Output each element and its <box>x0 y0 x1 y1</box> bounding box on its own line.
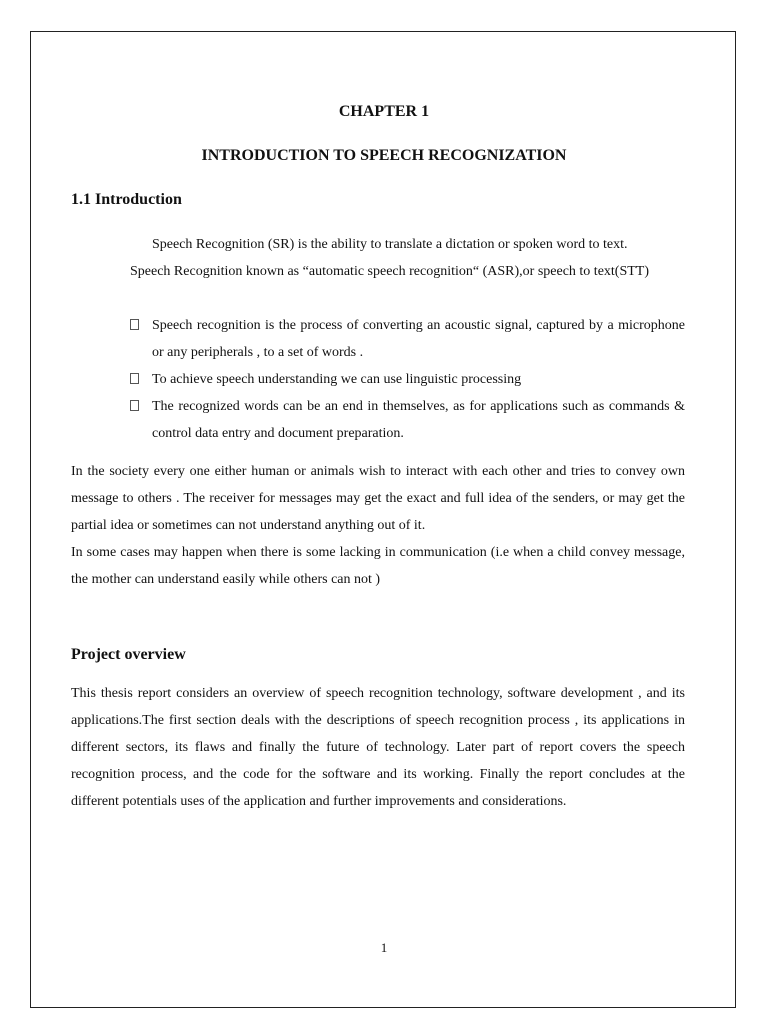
bullet-text: The recognized words can be an end in themselves, as for applications such as commands & control data entry and document preparation. <box>152 399 685 441</box>
bullet-box-icon <box>130 319 139 330</box>
intro-paragraph-1: Speech Recognition (SR) is the ability to translate a dictation or spoken word to text. <box>152 237 628 252</box>
overview-paragraph: This thesis report considers an overview of speech recognition technology, software development , and its applications.The first section deals with the descriptions of speech recognition process , its applications in different sectors, its flaws and finally the future of technology. Later part of report covers the speech recognition process, and the code for the software and its working. Finally the report concludes at the different potentials uses of the application and further improvements and considerations. <box>71 686 685 809</box>
list-item <box>130 312 685 366</box>
chapter-label: CHAPTER 1 <box>338 103 430 120</box>
bullet-text: Speech recognition is the process of converting an acoustic signal, captured by a microphone or any peripherals , to a set of words . <box>152 318 685 360</box>
bullet-text: To achieve speech understanding we can use linguistic processing <box>152 372 522 387</box>
section-heading-project-overview: Project overview <box>71 646 186 663</box>
intro-bullet-list <box>130 312 685 447</box>
section-heading-text: Introduction <box>95 191 182 208</box>
list-item <box>130 366 685 393</box>
intro-paragraph-2: Speech Recognition known as “automatic speech recognition“ (ASR),or speech to text(STT) <box>130 264 650 279</box>
section-number: 1.1 <box>71 191 91 208</box>
page-number: 1 <box>380 940 388 955</box>
society-paragraph-1: In the society every one either human or animals wish to interact with each other and tries to convey own message to others . The receiver for messages may get the exact and full idea of the senders, or may get the partial idea or sometimes can not understand anything out of it. <box>71 464 685 533</box>
overview-section <box>71 680 685 815</box>
list-item <box>130 393 685 447</box>
bullet-box-icon <box>130 400 139 411</box>
section-heading-introduction <box>71 191 182 209</box>
bullet-box-icon <box>130 373 139 384</box>
society-section <box>71 458 685 593</box>
chapter-title: INTRODUCTION TO SPEECH RECOGNIZATION <box>201 147 567 164</box>
society-paragraph-2: In some cases may happen when there is some lacking in communication (i.e when a child convey message, the mother can understand easily while others can not ) <box>71 545 685 587</box>
